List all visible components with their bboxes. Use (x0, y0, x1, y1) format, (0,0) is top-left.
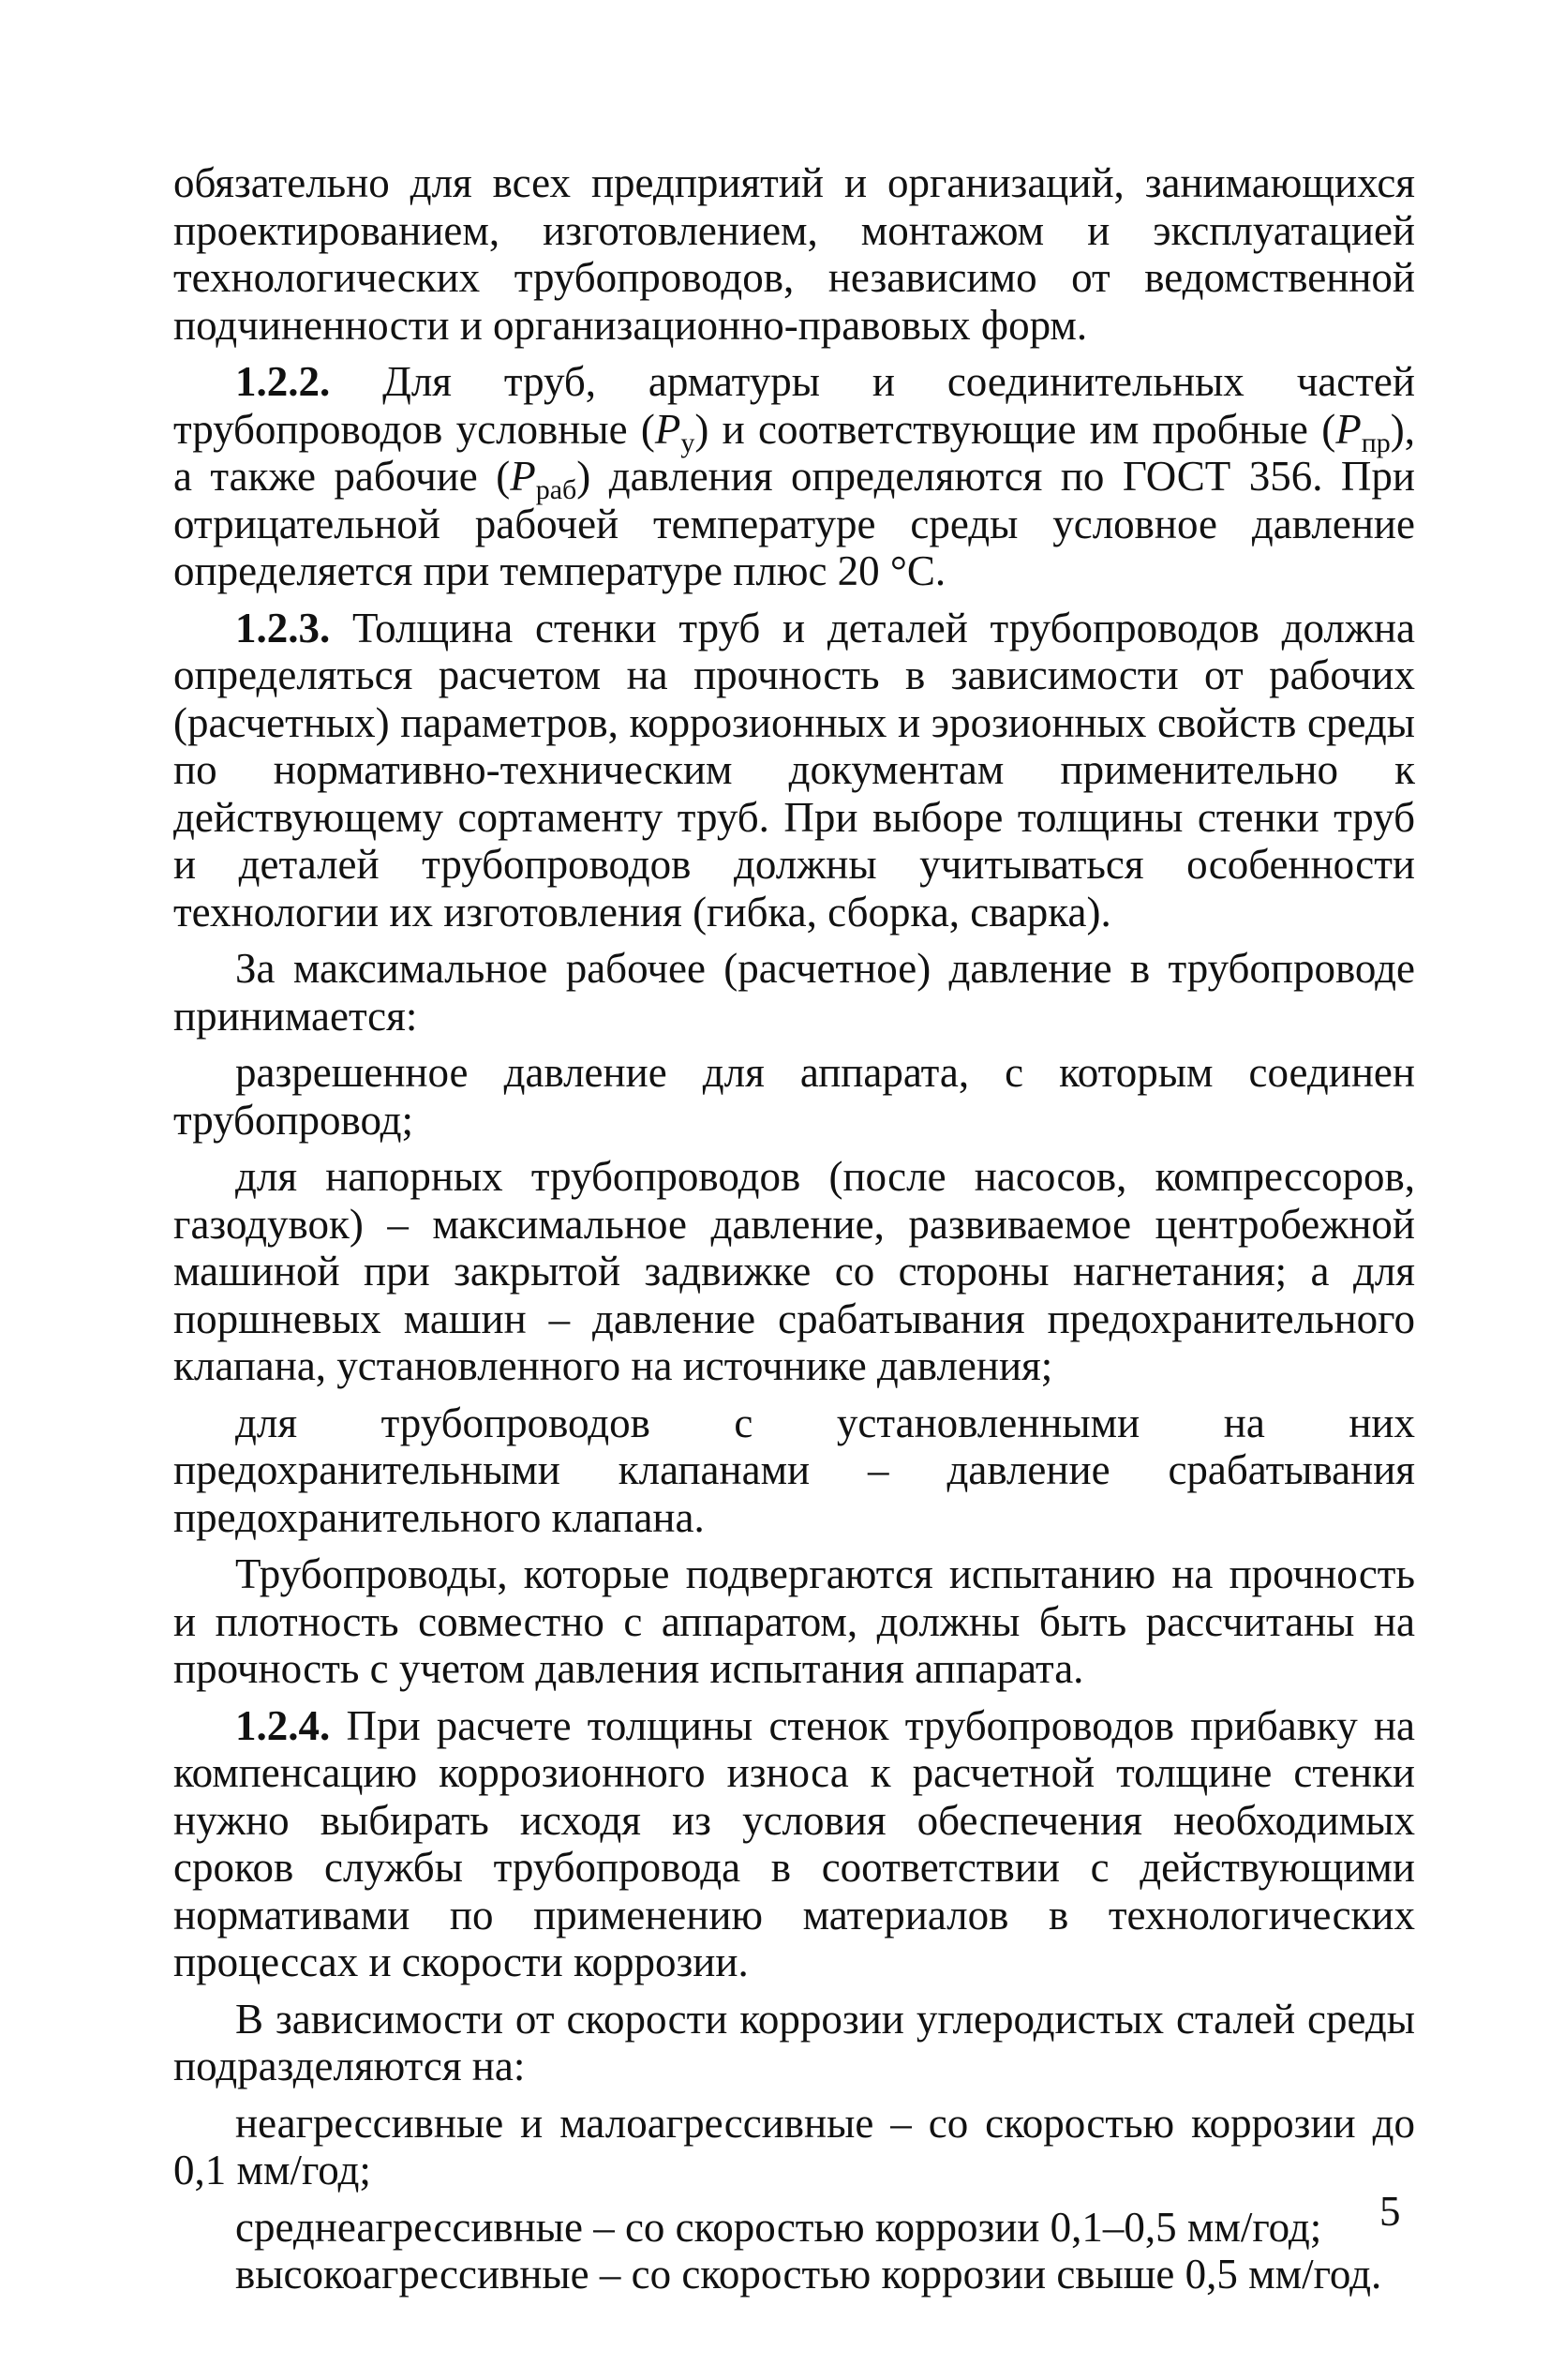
subscript: раб (535, 474, 577, 505)
page-body (173, 159, 1415, 2298)
paragraph-list-item: для напорных трубопроводов (после насосов, компрессоров, газодувок) – максимальное давление, развиваемое центробежной машиной при закрытой задвижке со стороны нагнетания; а для поршневых машин – давление срабатывания предохранительного клапана, установленного на источнике давления; (173, 1153, 1415, 1389)
paragraph-text: ), а также рабочие ( (173, 405, 1415, 500)
paragraph-1-2-3 (173, 605, 1415, 936)
section-number: 1.2.3. (235, 604, 331, 651)
paragraph-continuation: обязательно для всех предприятий и организаций, занимающихся проектированием, изготовлением, монтажом и эксплуатацией технологических трубопроводов, независимо от ведомственной подчиненности и организационно-правовых форм. (173, 159, 1415, 349)
symbol-p: P (510, 453, 536, 500)
symbol-p: P (654, 405, 681, 453)
symbol-p: P (1335, 405, 1362, 453)
paragraph-list-item: высокоагрессивные – со скоростью коррозии свыше 0,5 мм/год. (235, 2251, 1382, 2298)
paragraph-list-item: разрешенное давление для аппарата, с которым соединен трубопровод; (173, 1049, 1415, 1144)
paragraph-text: Толщина стенки труб и деталей трубопроводов должна определяться расчетом на прочность в зависимости от рабочих (расчетных) параметров, коррозионных и эрозионных свойств среды по нормативно-техническим документам применительно к действующему сортаменту труб. При выборе толщины стенки труб и деталей трубопроводов должны учитываться особенности технологии их изготовления (гибка, сборка, сварка). (173, 604, 1415, 936)
paragraph-text: При расчете толщины стенок трубопроводов прибавку на компенсацию коррозионного износа к расчетной толщине стенки нужно выбирать исходя из условия обеспечения необходимых сроков службы трубопровода в соответствии с действующими нормативами по применению материалов в технологических процессах и скорости коррозии. (173, 1701, 1415, 1985)
paragraph-list-item: для трубопроводов с установленными на них предохранительными клапанами – давление срабатывания предохранительного клапана. (173, 1399, 1415, 1541)
paragraph-list-item: среднеагрессивные – со скоростью коррозии 0,1–0,5 мм/год; (235, 2203, 1322, 2251)
paragraph-1-2-2 (173, 358, 1415, 595)
paragraph-max-pressure: За максимальное рабочее (расчетное) давление в трубопроводе принимается: (173, 945, 1415, 1040)
paragraph-media-classes: В зависимости от скорости коррозии углеродистых сталей среды подразделяются на: (173, 1995, 1415, 2089)
paragraph-text: ) давления определяются по ГОСТ 356. При отрицательной рабочей температуре среды условное давление определяется при температуре плюс 20 °С. (173, 453, 1415, 594)
subscript: пр (1361, 427, 1391, 458)
paragraph-testing: Трубопроводы, которые подвергаются испытанию на прочность и плотность совместно с аппаратом, должны быть рассчитаны на прочность с учетом давления испытания аппарата. (173, 1550, 1415, 1692)
paragraph-text: Для труб, арматуры и соединительных частей трубопроводов условные ( (173, 358, 1415, 453)
paragraph-1-2-4 (173, 1702, 1415, 1986)
section-number: 1.2.2. (235, 358, 331, 405)
paragraph-text: ) и соответствующие им пробные ( (694, 405, 1336, 453)
subscript: у (680, 427, 695, 458)
paragraph-list-item: неагрессивные и малоагрессивные – со скоростью коррозии до 0,1 мм/год; (173, 2099, 1415, 2193)
section-number: 1.2.4. (235, 1701, 331, 1749)
page-number: 5 (1379, 2188, 1401, 2235)
